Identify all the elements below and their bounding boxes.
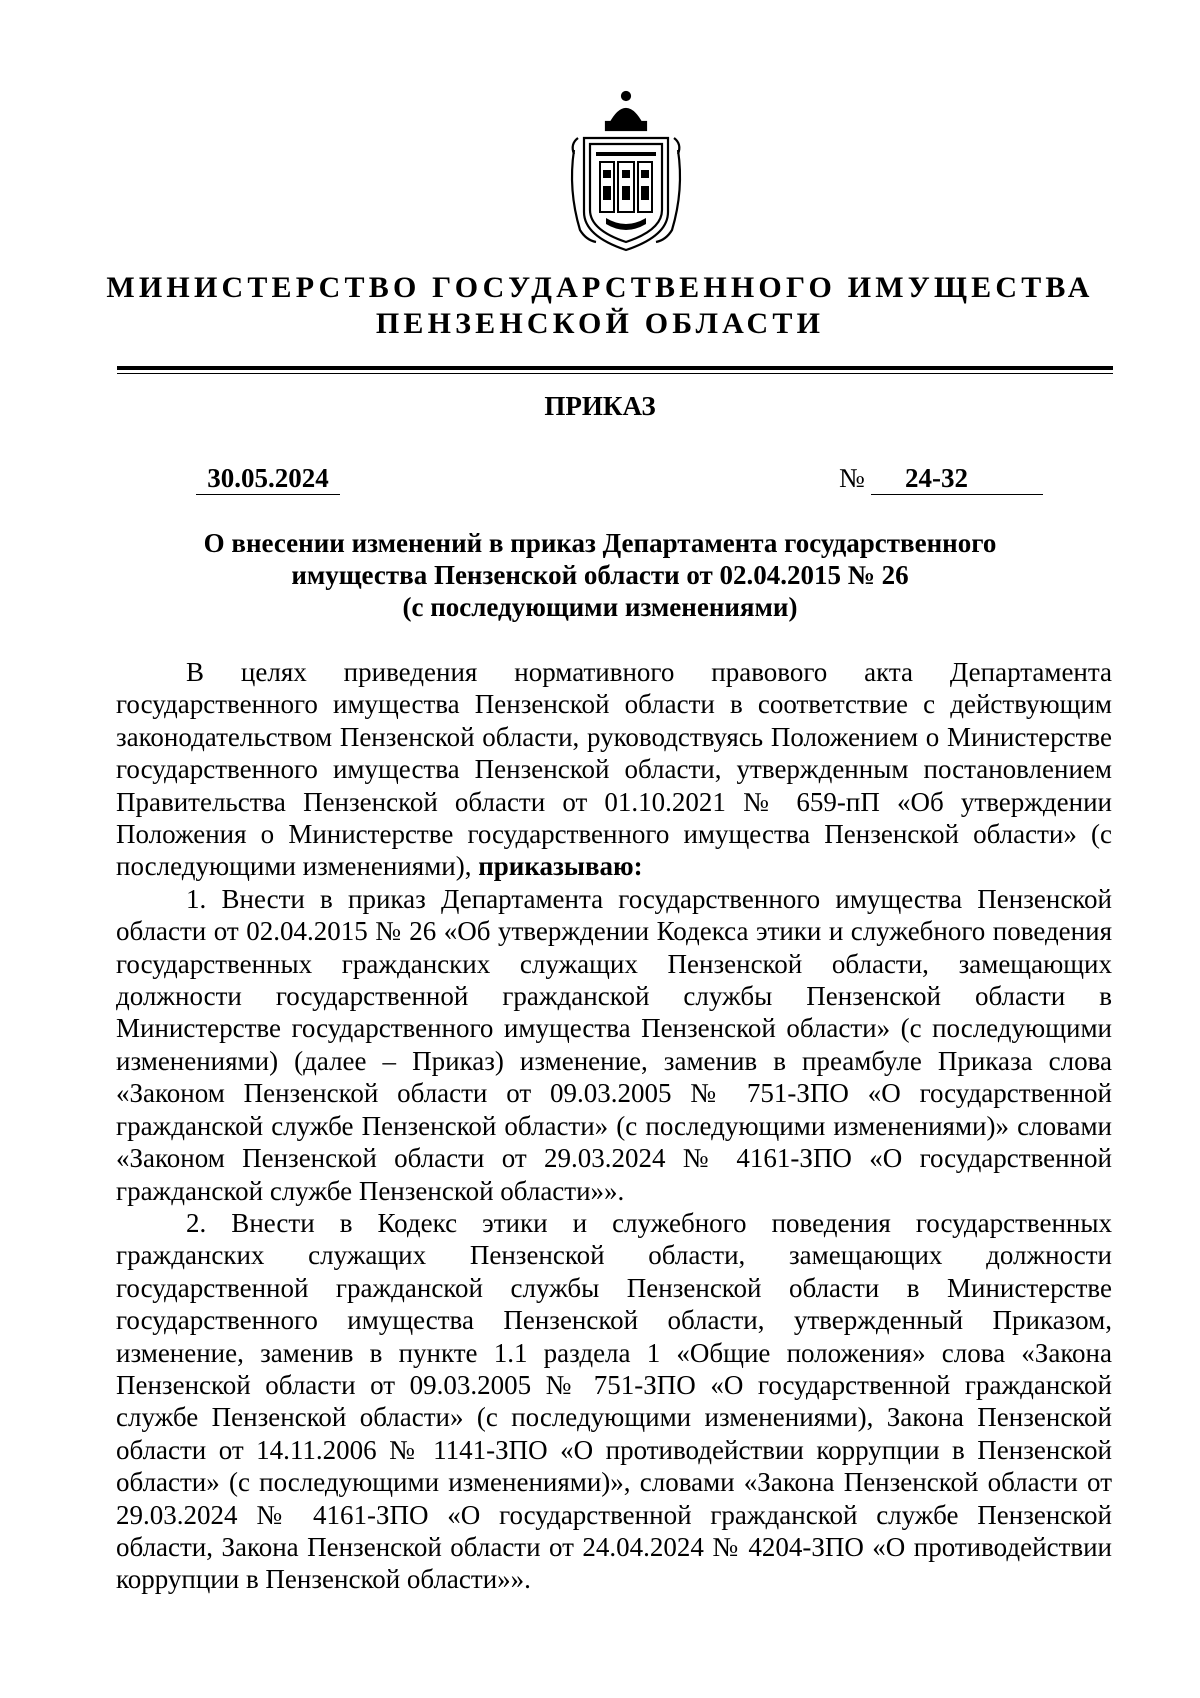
document-subject: [0, 527, 1200, 623]
item-1-paragraph: 1. Внести в приказ Департамента государственного имущества Пензенской области от 02.04.2015 № 26 «Об утверждении Кодекса этики и служебного поведения государственных гражданских служащих Пензенской области, замещающих должности государственной гражданской службы Пензенской области в Министерстве государственного имущества Пензенской области» (с последующими изменениями) (далее – Приказ) изменение, заменив в преамбуле Приказа слова «Законом Пензенской области от 09.03.2005 № 751-ЗПО «О государственной гражданской службе Пензенской области» (с последующими изменениями)» словами «Законом Пензенской области от 29.03.2024 № 4161-ЗПО «О государственной гражданской службе Пензенской области»».: [116, 883, 1112, 1206]
ministry-name-line2: ПЕНЗЕНСКОЙ ОБЛАСТИ: [375, 307, 825, 340]
subject-line-2: имущества Пензенской области от 02.04.2015 № 26: [291, 560, 909, 590]
coat-of-arms-icon: [566, 90, 686, 258]
ministry-name-line1: МИНИСТЕРСТВО ГОСУДАРСТВЕННОГО ИМУЩЕСТВА: [106, 271, 1094, 304]
preamble-text: В целях приведения нормативного правового акта Департамента государственного имущества Пензенской области в соответствие с действующим законодательством Пензенской области, руководствуясь Положением о Министерстве государственного имущества Пензенской области, утвержденным постановлением Правительства Пензенской области от 01.10.2021 № 659-пП «Об утверждении Положения о Министерстве государственного имущества Пензенской области» (с последующими изменениями),: [116, 657, 1112, 882]
document-body: [116, 656, 1112, 1596]
subject-line-3: (с последующими изменениями): [402, 592, 798, 622]
header-rule-thick: [117, 366, 1113, 370]
item-2-paragraph: 2. Внести в Кодекс этики и служебного поведения государственных гражданских служащих Пензенской области, замещающих должности государственной гражданской службы Пензенской области в Министерстве государственного имущества Пензенской области, утвержденный Приказом, изменение, заменив в пункте 1.1 раздела 1 «Общие положения» слова «Закона Пензенской области от 09.03.2005 № 751-ЗПО «О государственной гражданской службе Пензенской области» (с последующими изменениями), Закона Пензенской области от 14.11.2006 № 1141-ЗПО «О противодействии коррупции в Пензенской области» (с последующими изменениями)», словами «Закона Пензенской области от 29.03.2024 № 4161-ЗПО «О государственной гражданской службе Пензенской области, Закона Пензенской области от 24.04.2024 № 4204-ЗПО «О противодействии коррупции в Пензенской области»».: [116, 1207, 1112, 1595]
document-number-field: [871, 462, 1043, 495]
preamble-paragraph: [116, 656, 1112, 883]
number-sign: №: [839, 463, 865, 493]
preamble-order-word: приказываю:: [478, 851, 643, 882]
document-number: 24-32: [905, 463, 968, 493]
document-type: ПРИКАЗ: [544, 391, 656, 421]
header-rule-thin: [117, 373, 1113, 374]
subject-line-1: О внесении изменений в приказ Департамента государственного: [203, 528, 997, 558]
document-date: 30.05.2024: [196, 462, 340, 495]
